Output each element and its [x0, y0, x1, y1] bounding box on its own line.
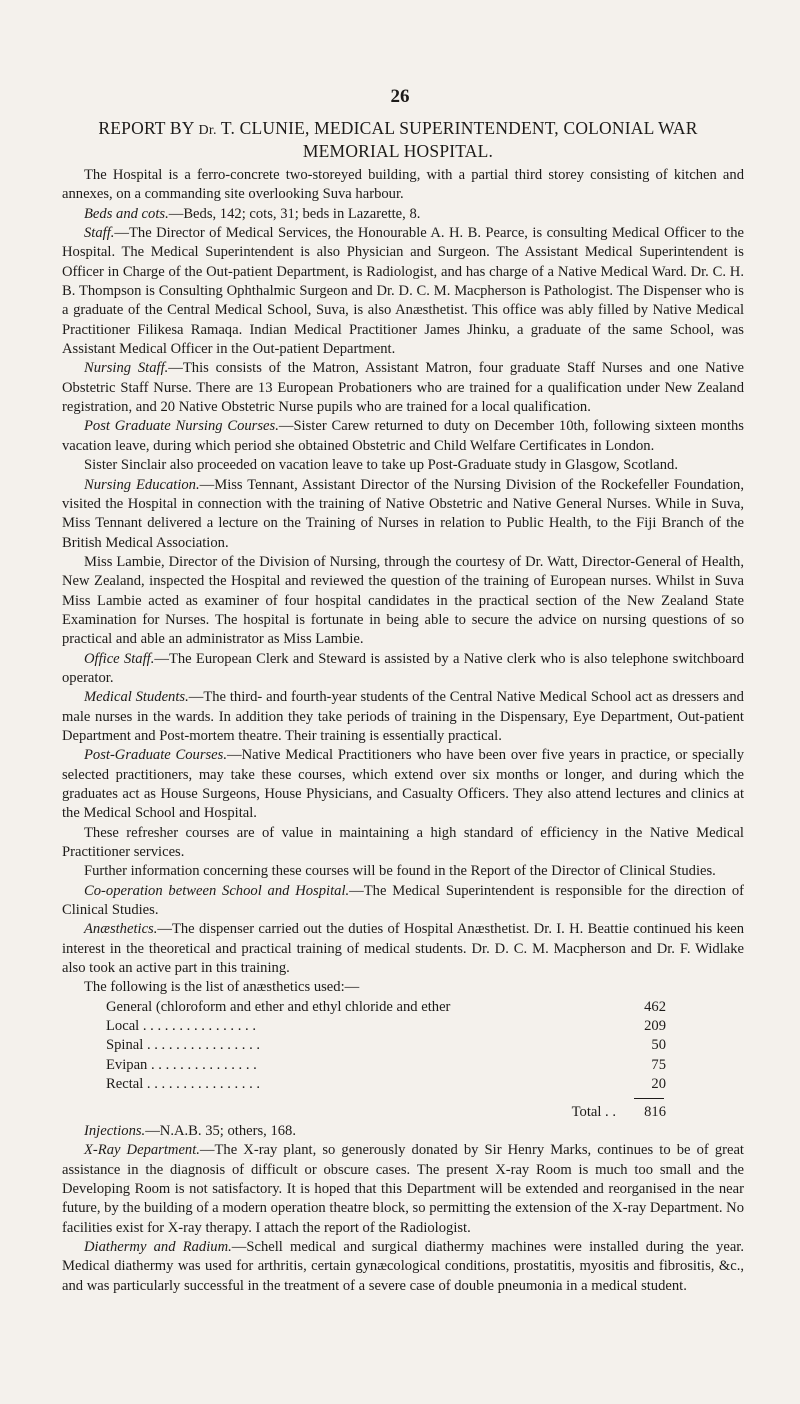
paragraph-sinclair: Sister Sinclair also proceeded on vacation leave to take up Post-Graduate study in Glasgow, Scotland.: [84, 457, 679, 474]
paragraph-post-grad-nursing: [62, 417, 744, 456]
title-line1-dr: Dr.: [198, 123, 217, 138]
list-item: [106, 1075, 666, 1094]
list-item: [106, 998, 666, 1017]
paragraph-list-intro: The following is the list of anæsthetics used:—: [84, 979, 360, 996]
heading-medical-students: Medical Students.: [84, 689, 189, 706]
text-diathermy: —Schell medical and surgical diathermy machines were installed during the year. Medical diathermy was used for arthritis, certain gynæcological conditions, prostatitis, myositis and fibrositis, &c., and was particularly successful in the treatment of a severe case of double pneumonia in a medical student.: [62, 1238, 744, 1294]
heading-staff: Staff.: [84, 225, 115, 242]
list-item-label: Rectal . . . . . . . . . . . . . . . .: [106, 1076, 261, 1093]
text-anaesthetics: —The dispenser carried out the duties of Hospital Anæsthetist. Dr. I. H. Beattie continued his keen interest in the theoretical and practical training of medical students. Dr. D. C. M. Macpherson and Dr. F. Widlake also took an active part in this training.: [62, 921, 744, 977]
list-item-label: Local . . . . . . . . . . . . . . . .: [106, 1018, 256, 1035]
total-row: [106, 1103, 666, 1122]
total-value: 816: [644, 1103, 666, 1120]
title-line2: MEMORIAL HOSPITAL.: [302, 141, 494, 161]
title-line1-a: REPORT BY: [98, 118, 199, 138]
paragraph-xray: [62, 1141, 744, 1238]
heading-post-grad-courses: Post-Graduate Courses.: [84, 747, 227, 764]
report-body: [62, 166, 744, 1296]
heading-beds: Beds and cots.: [84, 205, 169, 222]
list-item: [106, 1017, 666, 1036]
text-office-staff: —The European Clerk and Steward is assisted by a Native clerk who is also telephone switchboard operator.: [62, 650, 744, 686]
heading-injections: Injections.: [84, 1122, 146, 1139]
text-post-grad-nursing: —Sister Carew returned to duty on December 10th, following sixteen months vacation leave, during which period she obtained Obstetric and Child Welfare Certificates in London.: [62, 418, 744, 454]
heading-diathermy: Diathermy and Radium.: [84, 1238, 232, 1255]
heading-cooperation: Co-operation between School and Hospital.: [84, 882, 350, 899]
list-item-value: 75: [651, 1056, 666, 1073]
text-nursing-staff: —This consists of the Matron, Assistant Matron, four graduate Staff Nurses and one Native Obstetric Staff Nurse. There are 13 European Probationers who are trained for a qualification under New Zealand registration, and 20 Native Obstetric Nurse pupils who are trained for a local qualification.: [62, 360, 744, 416]
paragraph-diathermy: [62, 1238, 744, 1296]
list-item-label: Spinal . . . . . . . . . . . . . . . .: [106, 1037, 261, 1054]
paragraph-refresher: These refresher courses are of value in maintaining a high standard of efficiency in the Native Medical Practitioner services.: [62, 824, 744, 861]
paragraph-nursing-education: [62, 476, 744, 553]
text-medical-students: —The third- and fourth-year students of the Central Native Medical School act as dressers and male nurses in the wards. In addition they take periods of training in the Dispensary, Eye Department, Out-patient Department and Post-mortem theatre. Their training is essentially practical.: [62, 689, 744, 744]
paragraph-lambie: Miss Lambie, Director of the Division of Nursing, through the courtesy of Dr. Watt, Director-General of Health, New Zealand, inspected the Hospital and reviewed the question of the training of European nurses. Whilst in Suva Miss Lambie acted as examiner of four hospital candidates in the practical section of the New Zealand State Examination for Nurses. The hospital is fortunate in being able to secure the advice on nursing questions of so practical and able an administrator as Miss Lambie.: [62, 553, 744, 648]
heading-office-staff: Office Staff.: [84, 650, 155, 667]
list-item-value: 209: [644, 1018, 666, 1035]
paragraph-beds: [62, 205, 744, 224]
list-item-label: General (chloroform and ether and ethyl chloride and ether: [106, 998, 451, 1015]
total-label: Total . .: [571, 1103, 616, 1120]
text-cooperation: —The Medical Superintendent is responsible for the direction of Clinical Studies.: [62, 882, 744, 919]
heading-xray: X-Ray Department.: [84, 1142, 200, 1159]
paragraph-medical-students: [62, 688, 744, 746]
paragraph-office-staff: [62, 650, 744, 689]
list-item-value: 50: [651, 1037, 666, 1054]
list-item-value: 462: [644, 998, 666, 1015]
paragraph-anaesthetics: [62, 920, 744, 978]
report-title: [58, 118, 738, 161]
list-item-label: Evipan . . . . . . . . . . . . . . .: [106, 1056, 257, 1073]
paragraph-nursing-staff: [62, 359, 744, 417]
title-line1-b: T. CLUNIE, MEDICAL SUPERINTENDENT, COLONIAL WAR: [216, 118, 698, 138]
anaesthetics-list: [106, 998, 666, 1122]
text-staff: —The Director of Medical Services, the Honourable A. H. B. Pearce, is consulting Medical Officer to the Hospital. The Medical Superintendent is also Physician and Surgeon. The Assistant Medical Superintendent is Officer in Charge of the Out-patient Department, is Radiologist, and has charge of a Native Medical Ward. Dr. C. H. B. Thompson is Consulting Ophthalmic Surgeon and Dr. D. C. M. Macpherson is Pathologist. The Dispenser who is a graduate of the Central Medical School, Suva, is also Anæsthetist. This office was ably filled by Native Medical Practitioner Filikesa Ramaqa. Indian Medical Practitioner James Jhinku, a graduate of the same School, was Assistant Medical Officer in the Out-patient Department.: [62, 225, 744, 358]
paragraph-injections: [62, 1122, 744, 1141]
text-beds: —Beds, 142; cots, 31; beds in Lazarette, 8.: [168, 205, 421, 222]
text-injections: —N.A.B. 35; others, 168.: [145, 1122, 297, 1139]
heading-nursing-staff: Nursing Staff.: [84, 360, 169, 377]
heading-anaesthetics: Anæsthetics.: [84, 921, 158, 938]
paragraph-intro: The Hospital is a ferro-concrete two-storeyed building, with a partial third storey consisting of kitchen and annexes, on a commanding site overlooking Suva harbour.: [62, 167, 744, 203]
paragraph-further-info: Further information concerning these courses will be found in the Report of the Director of Clinical Studies.: [84, 863, 716, 880]
heading-nursing-education: Nursing Education.: [84, 476, 200, 493]
total-rule: [106, 1095, 666, 1103]
paragraph-cooperation: [62, 882, 744, 921]
list-item: [106, 1056, 666, 1075]
list-item: [106, 1036, 666, 1055]
text-xray: —The X-ray plant, so generously donated by Sir Henry Marks, continues to be of great assistance in the diagnosis of difficult or obscure cases. The present X-ray Room is much too small and the Developing Room is not satisfactory. It is hoped that this Department will be extended and reorganised in the near future, by the building of a modern operation theatre block, so permitting the extension of the X-ray Department. No facilities exist for X-ray therapy. I attach the report of the Radiologist.: [62, 1142, 744, 1236]
paragraph-staff: [62, 224, 744, 359]
text-nursing-education: —Miss Tennant, Assistant Director of the Nursing Division of the Rockefeller Foundation, visited the Hospital in connection with the training of Native Obstetric and Native General Nurses. While in Suva, Miss Tennant delivered a lecture on the Training of Nurses in relation to Public Health, to the Fiji Branch of the British Medical Association.: [62, 476, 744, 551]
heading-post-grad-nursing: Post Graduate Nursing Courses.: [84, 418, 279, 435]
text-post-grad-courses: —Native Medical Practitioners who have been over five years in practice, or specially selected practitioners, may take these courses, which extend over six months or longer, and during which the graduates act as House Surgeons, House Physicians, and Casualty Officers. They also attend lectures and clinics at the Medical School and Hospital.: [62, 747, 744, 822]
page-number: 26: [390, 86, 410, 107]
list-item-value: 20: [651, 1076, 666, 1093]
paragraph-post-grad-courses: [62, 746, 744, 823]
